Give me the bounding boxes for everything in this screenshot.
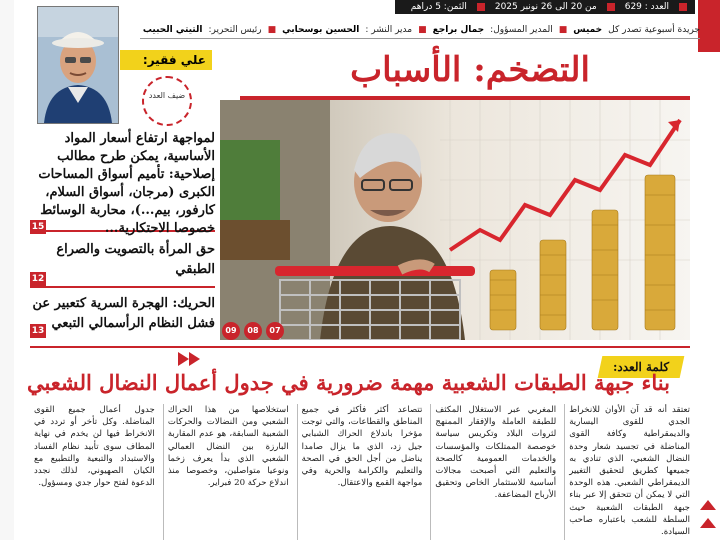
hero-badges (222, 322, 284, 340)
weekly-label: جريدة أسبوعية تصدر كل (608, 25, 700, 35)
badge: 07 (266, 322, 284, 340)
author-portrait-icon (38, 7, 118, 123)
weekly-day: خميس (573, 25, 603, 35)
issue-number: العدد : 629 (624, 2, 669, 12)
inflation-illustration-icon (220, 100, 690, 340)
publishing-label: مدير النشر : (365, 25, 413, 35)
editorial-headline[interactable]: بناء جبهة الطبقات الشعبية مهمة ضرورية في جدول أعمال النضال الشعبي (26, 370, 670, 395)
author-photo (37, 6, 119, 124)
square-icon (607, 3, 615, 11)
editor-label: رئيس التحرير: (208, 25, 262, 35)
teaser-1-page: 15 (31, 222, 45, 232)
separator: ■ (267, 25, 277, 35)
director-name: جمال براجع (432, 25, 485, 35)
teaser-1[interactable]: لمواجهة ارتفاع أسعار المواد الأساسية، يمكن طرح مطالب إصلاحية: تأميم أسواق المساحات الكبرى (مرجان، أسواق السلام، كارفور، بيم...)، محاربة الوسائط خصوصا الاحتكارية... (30, 130, 215, 232)
teaser-3[interactable]: الحريك: الهجرة السرية كتعبير عن فشل النظام الرأسمالي التبعي (32, 296, 215, 331)
text-column: تعتقد أنه قد آن الأوان للانخراط الجدي للقوى اليسارية والديمقراطية وكافة القوى المناضلة في تجسيد شعار وحدة النضال الشعبي، الذي تنادي به جميعها كطريق لتحقيق التغيير الديمقراطي الشعبي. هذه الوحدة التي لا يمكن أن تتحقق إلا عبر بناء جبهة الطبقات الشعبية حيث السلطة للشعب باعتباره صاحب السيادة. (564, 404, 690, 540)
text-column: جدول أعمال جميع القوى المناضلة. وكل تأخر أو تردد في الانخراط فيها لن يخدم في نهاية المطاف سوى تأبيد نظام الفساد والاستبداد والتبعية والتطبيع مع الكيان الصهيوني، لذلك نجدد الدعوة لفتح حوار جدي ومسؤول. (34, 405, 155, 489)
editorial-columns (30, 404, 690, 540)
author-name: علي فقير: (120, 50, 212, 70)
up-arrow-icon (700, 500, 716, 510)
main-headline[interactable]: التضخم: الأسباب (350, 50, 590, 90)
double-arrow-icon (178, 352, 200, 366)
badge: 09 (222, 322, 240, 340)
issue-bar (395, 0, 695, 14)
publishing-name: الحسين بوسحابي (282, 25, 360, 35)
section-rule (30, 346, 690, 348)
teaser-2-page: 12 (31, 274, 45, 284)
teaser-2[interactable]: حق المرأة بالتصويت والصراع الطبقي (30, 240, 215, 288)
director-label: المدير المسؤول: (490, 25, 553, 35)
corner-accent (698, 0, 720, 52)
masthead-credits (140, 22, 700, 39)
text-column: تتصاعد أكثر فأكثر في جميع المناطق والقطاعات، والتي توجت مؤخرا باندلاع الحراك الشبابي جيل زد، الذي ما يزال صامدا يناضل من أجل الحق في الصحة والتعليم والكرامة والحرية وفي مواجهة القمع والاعتقال. (297, 404, 423, 540)
teaser-3-page: 13 (31, 326, 45, 336)
separator: ■ (418, 25, 427, 35)
text-column: المغربي عبر الاستغلال المكثف للطبقة العاملة والإفقار الممنهج لثروات البلاد وتكريس سياسة خوصصة الممتلكات والمؤسسات والخدمات العمومية كالصحة والتعليم التي أصبحت مجالات أساسية للاستثمار الخاص وتحقيق الأرباح المضاعفة. (430, 404, 556, 540)
badge: 08 (244, 322, 262, 340)
editor-name: التيتي الحبيب (142, 25, 203, 35)
guest-stamp: ضيف العدد (142, 76, 192, 126)
square-icon (477, 3, 485, 11)
editorial-label: كلمة العدد: (612, 360, 670, 374)
issue-dates: من 20 الى 26 نونبر 2025 (494, 2, 597, 12)
separator: ■ (558, 25, 568, 35)
left-margin (0, 0, 14, 540)
square-icon (679, 3, 687, 11)
up-arrow-icon (700, 518, 716, 528)
issue-price: الثمن: 5 دراهم (410, 2, 467, 12)
text-column: استخلاصها من هذا الحراك الشعبي ومن النضالات والحركات الشعبية السابقة، هو عدم المقاربة البارزة بين النضال العمالي الشعبي الذي بدأ يعرف زخما ونوعيا متواصلين، وخصوصا منذ اندلاع حركة 20 فبراير. (163, 404, 289, 540)
hero-image[interactable] (220, 100, 690, 340)
